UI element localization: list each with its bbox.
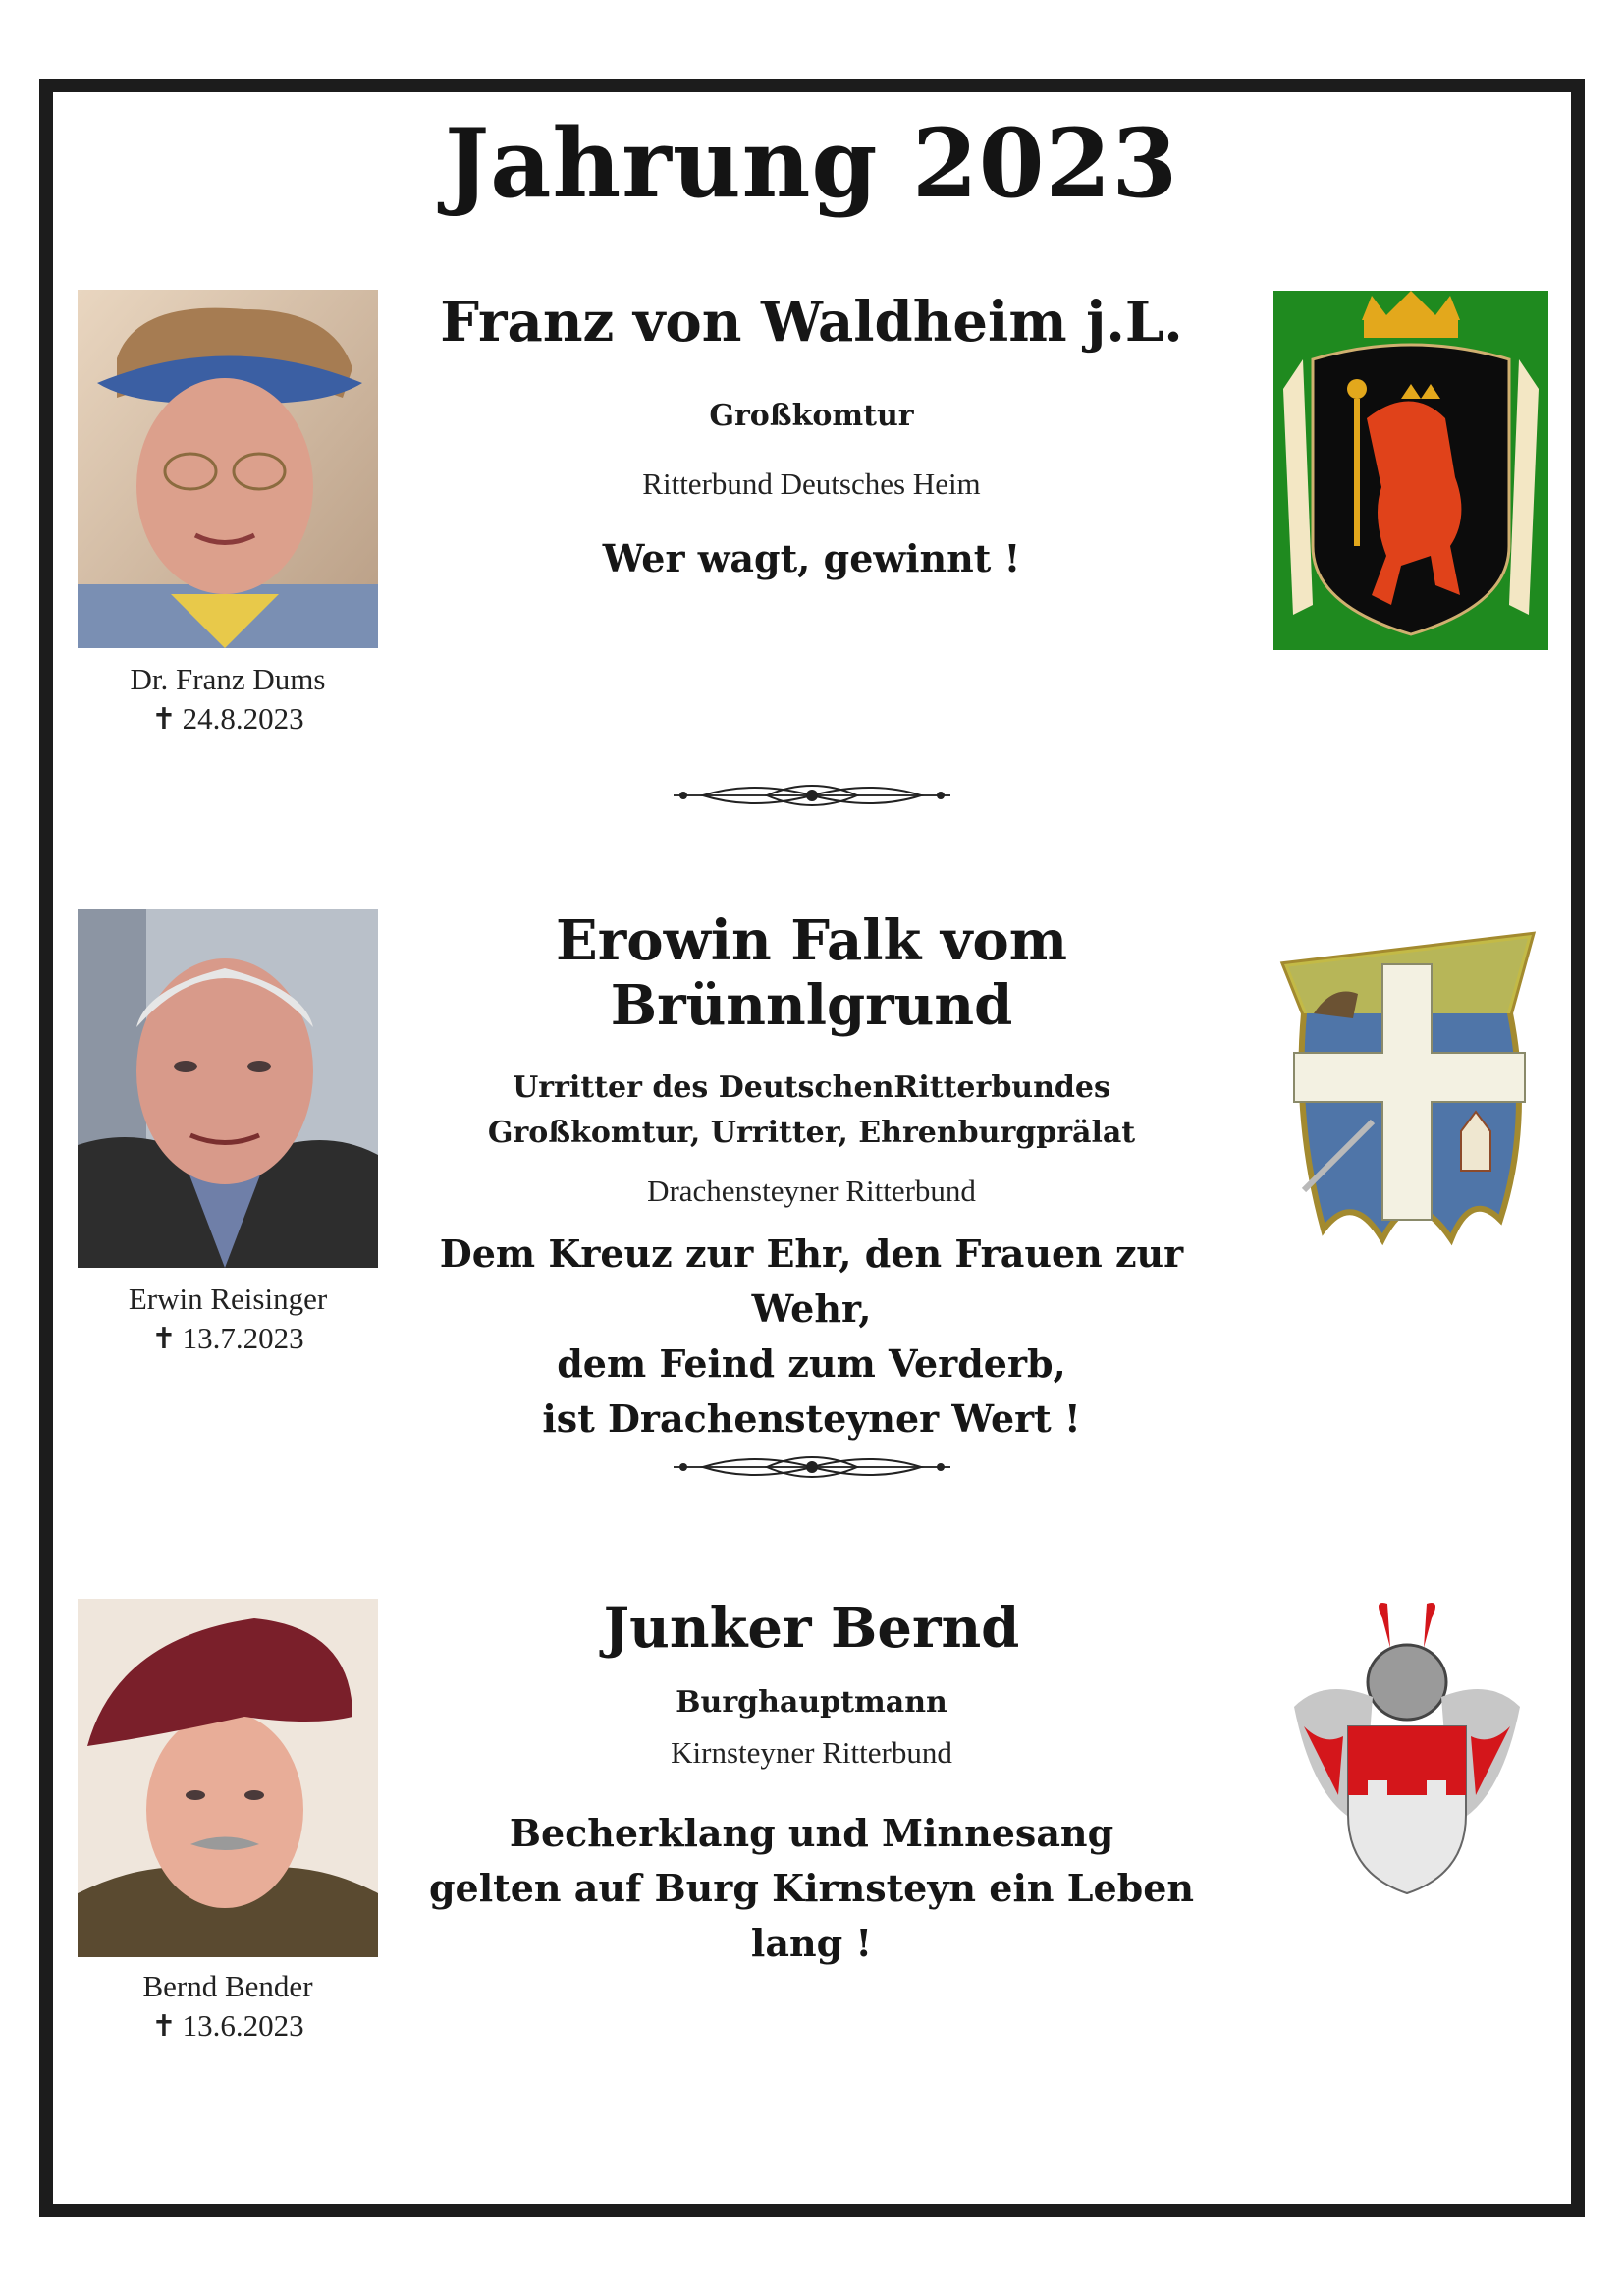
civil-name: Bernd Bender bbox=[142, 1969, 313, 2003]
cross-falcon-shield-crest-icon bbox=[1274, 925, 1542, 1249]
death-cross-icon: ✝ bbox=[151, 702, 177, 737]
ritterbund-name: Drachensteyner Ritterbund bbox=[647, 1174, 976, 1208]
death-date: 24.8.2023 bbox=[182, 701, 304, 736]
death-date: 13.6.2023 bbox=[182, 2008, 304, 2043]
entry-center-block bbox=[393, 290, 1230, 586]
entry-center-block bbox=[393, 1596, 1230, 1971]
entry-center-block bbox=[393, 908, 1230, 1447]
knight-name: Franz von Waldheim j.L. bbox=[440, 290, 1183, 355]
motto-line: gelten auf Burg Kirnsteyn ein Leben lang ! bbox=[428, 1866, 1195, 1965]
portrait-photo bbox=[78, 1599, 378, 1957]
civil-name: Erwin Reisinger bbox=[128, 1282, 328, 1316]
death-cross-icon: ✝ bbox=[151, 1322, 177, 1356]
rank-block bbox=[393, 1066, 1230, 1156]
motto-block bbox=[393, 1806, 1230, 1971]
civil-name-caption bbox=[78, 660, 378, 739]
rank-line: Burghauptmann bbox=[676, 1685, 947, 1720]
ornament-divider-icon bbox=[674, 1446, 950, 1489]
motto-line: ist Drachensteyner Wert ! bbox=[542, 1396, 1081, 1441]
death-line bbox=[78, 699, 378, 739]
ritterbund-name: Kirnsteyner Ritterbund bbox=[671, 1735, 952, 1770]
motto-line: Dem Kreuz zur Ehr, den Frauen zur Wehr, bbox=[439, 1231, 1184, 1331]
portrait-photo bbox=[78, 290, 378, 648]
ritterbund-name: Ritterbund Deutsches Heim bbox=[642, 466, 981, 501]
red-lion-shield-crest-icon bbox=[1273, 291, 1548, 650]
motto-block bbox=[393, 1227, 1230, 1447]
motto-line: Becherklang und Minnesang bbox=[509, 1811, 1114, 1855]
death-cross-icon: ✝ bbox=[151, 2009, 177, 2044]
rank-line: Großkomtur bbox=[709, 399, 914, 433]
civil-name: Dr. Franz Dums bbox=[130, 662, 326, 696]
death-date: 13.7.2023 bbox=[182, 1321, 304, 1355]
helmet-castle-shield-crest-icon bbox=[1284, 1599, 1530, 1903]
ornament-divider-icon bbox=[674, 774, 950, 817]
rank-line: Urritter des DeutschenRitterbundes bbox=[513, 1070, 1110, 1105]
motto-line: Wer wagt, gewinnt ! bbox=[602, 536, 1021, 580]
portrait-photo bbox=[78, 909, 378, 1268]
death-line bbox=[78, 1319, 378, 1359]
motto-line: dem Feind zum Verderb, bbox=[557, 1341, 1066, 1386]
death-line bbox=[78, 2006, 378, 2047]
knight-name: Erowin Falk vom Brünnlgrund bbox=[556, 908, 1067, 1038]
rank-line: Großkomtur, Urritter, Ehrenburgprälat bbox=[487, 1116, 1136, 1150]
knight-name: Junker Bernd bbox=[603, 1596, 1020, 1661]
civil-name-caption bbox=[78, 1967, 378, 2047]
page-title: Jahrung 2023 bbox=[444, 108, 1179, 219]
civil-name-caption bbox=[78, 1280, 378, 1359]
